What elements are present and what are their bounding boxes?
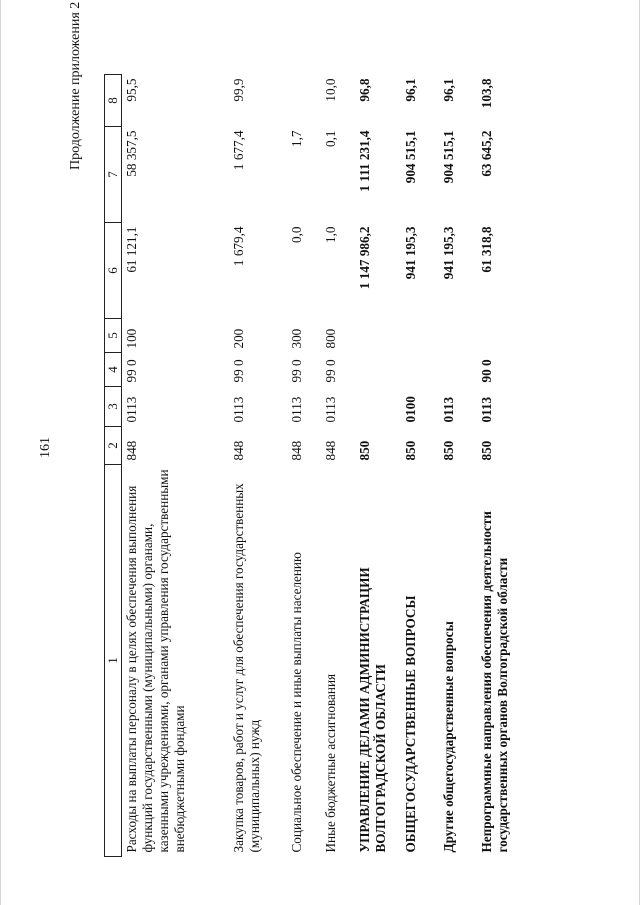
header-row xyxy=(105,75,122,857)
row-col-2: 850 xyxy=(479,440,495,461)
row-col-2: 850 xyxy=(357,440,373,461)
row-col-8 xyxy=(287,75,321,127)
row-col-8: 96,1 xyxy=(441,78,457,102)
row-col-4 xyxy=(355,353,401,387)
row-name: Социальное обеспечение и иные выплаты населению xyxy=(289,552,305,853)
row-col-6: 1 679,4 xyxy=(231,226,247,267)
row-col-7: 58 357,5 xyxy=(123,130,139,177)
table-row xyxy=(355,75,401,857)
table-row xyxy=(287,75,321,857)
budget-table xyxy=(104,74,543,857)
row-col-7: 0,1 xyxy=(323,130,339,147)
appendix-caption: Продолжение приложения 2 xyxy=(68,1,83,170)
row-col-3: 0113 xyxy=(441,396,457,423)
row-name: Непрограммные направления обеспечения деятельности государственных органов Волгоградской области xyxy=(479,511,511,853)
row-name: Закупка товаров, работ и услуг для обеспечения государственных (муниципальных) нужд xyxy=(231,483,263,853)
table-row xyxy=(401,75,439,857)
row-col-4: 99 0 xyxy=(231,359,247,383)
table-row xyxy=(477,75,543,857)
row-col-5 xyxy=(439,319,477,353)
row-col-2: 848 xyxy=(289,440,305,461)
row-col-3: 0113 xyxy=(323,396,339,423)
row-col-3 xyxy=(355,387,401,427)
row-col-7: 904 515,1 xyxy=(441,130,457,184)
row-name: УПРАВЛЕНИЕ ДЕЛАМИ АДМИНИСТРАЦИИ ВОЛГОГРАДСКОЙ ОБЛАСТИ xyxy=(357,567,389,853)
row-col-6: 1 147 986,2 xyxy=(357,226,373,290)
row-col-6: 61 318,8 xyxy=(479,226,495,273)
row-name: Иные бюджетные ассигнования xyxy=(323,673,339,853)
row-col-2: 848 xyxy=(323,440,339,461)
row-col-8: 96,1 xyxy=(403,78,419,102)
row-col-2: 848 xyxy=(123,440,139,461)
row-col-2: 848 xyxy=(231,440,247,461)
row-col-3: 0100 xyxy=(403,396,419,423)
header-col-8: 8 xyxy=(105,75,122,127)
header-col-4: 4 xyxy=(105,353,122,387)
row-col-6: 1,0 xyxy=(323,226,339,243)
row-col-5: 200 xyxy=(231,328,247,349)
row-col-2: 850 xyxy=(403,440,419,461)
row-col-3: 0113 xyxy=(479,396,495,423)
row-col-4: 99 0 xyxy=(289,359,305,383)
row-col-7: 904 515,1 xyxy=(403,130,419,184)
row-col-3: 0113 xyxy=(289,396,305,423)
header-col-6: 6 xyxy=(105,223,122,319)
table-row xyxy=(229,75,287,857)
row-col-8: 103,8 xyxy=(479,78,495,109)
row-col-5: 100 xyxy=(123,328,139,349)
row-col-6: 0,0 xyxy=(289,226,305,243)
row-col-8: 96,8 xyxy=(357,78,373,102)
row-col-5 xyxy=(477,319,543,353)
row-col-5: 800 xyxy=(323,328,339,349)
row-col-5: 300 xyxy=(289,328,305,349)
row-col-6: 941 195,3 xyxy=(403,226,419,280)
row-col-4: 99 0 xyxy=(323,359,339,383)
row-col-4 xyxy=(439,353,477,387)
row-col-5 xyxy=(401,319,439,353)
row-col-4: 99 0 xyxy=(123,359,139,383)
row-col-4: 90 0 xyxy=(479,359,495,383)
row-col-6: 941 195,3 xyxy=(441,226,457,280)
row-col-2: 850 xyxy=(441,440,457,461)
row-name: Расходы на выплаты персоналу в целях обеспечения выполнения функций государственными (муниципальными) органами, казенными учреждениями, органами управления государственными внебюджетными фондами xyxy=(123,469,188,853)
header-col-2: 2 xyxy=(105,427,122,465)
header-col-5: 5 xyxy=(105,319,122,353)
row-col-8: 99,9 xyxy=(231,78,247,102)
header-col-1: 1 xyxy=(105,465,122,857)
page-number: 161 xyxy=(38,437,53,458)
row-name: ОБЩЕГОСУДАРСТВЕННЫЕ ВОПРОСЫ xyxy=(403,595,419,853)
row-col-7: 63 645,2 xyxy=(479,130,495,177)
row-col-7: 1 111 231,4 xyxy=(357,130,373,192)
table-row xyxy=(321,75,355,857)
row-col-3: 0113 xyxy=(123,396,139,423)
row-col-3: 0113 xyxy=(231,396,247,423)
row-col-4 xyxy=(401,353,439,387)
row-col-6: 61 121,1 xyxy=(123,226,139,273)
row-col-7: 1,7 xyxy=(289,130,305,147)
header-col-7: 7 xyxy=(105,127,122,223)
row-col-8: 10,0 xyxy=(323,78,339,102)
row-name: Другие общегосударственные вопросы xyxy=(441,621,457,853)
table-row xyxy=(121,75,229,857)
row-col-7: 1 677,4 xyxy=(231,130,247,171)
row-col-8: 95,5 xyxy=(123,78,139,102)
row-col-5 xyxy=(355,319,401,353)
header-col-3: 3 xyxy=(105,387,122,427)
table-row xyxy=(439,75,477,857)
